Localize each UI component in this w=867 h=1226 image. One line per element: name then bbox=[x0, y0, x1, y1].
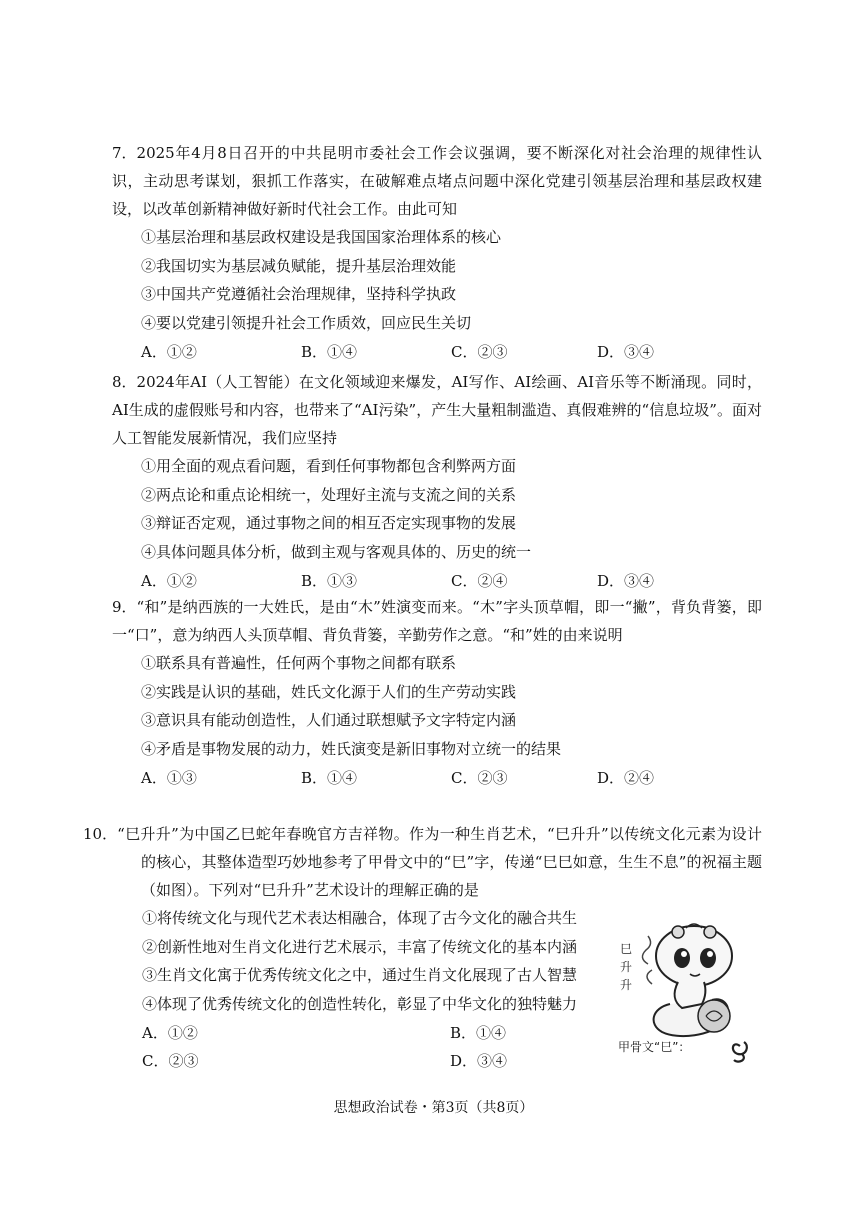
statement-3: ③中国共产党遵循社会治理规律，坚持科学执政 bbox=[141, 285, 457, 303]
question-7 bbox=[112, 139, 762, 365]
question-stem bbox=[112, 593, 762, 649]
statement-1: ①基层治理和基层政权建设是我国国家治理体系的核心 bbox=[141, 228, 502, 246]
question-9 bbox=[112, 593, 762, 791]
option-b[interactable]: B．①④ bbox=[301, 769, 358, 787]
question-text: 2025年4月8日召开的中共昆明市委社会工作会议强调，要不断深化对社会治理的规律性认识，主动思考谋划，狠抓工作落实，在破解难点堵点问题中深化党建引领基层治理和基层政权建设，以改革创新精神做好新时代社会工作。由此可知 bbox=[112, 144, 762, 218]
statement-3: ③生肖文化寓于优秀传统文化之中，通过生肖文化展现了古人智慧 bbox=[142, 966, 578, 984]
question-8 bbox=[112, 368, 762, 594]
answer-options bbox=[141, 337, 762, 365]
question-number: 7． bbox=[112, 144, 137, 162]
option-a[interactable]: A．①② bbox=[142, 1024, 198, 1042]
option-c[interactable]: C．②③ bbox=[451, 769, 508, 787]
option-d[interactable]: D．③④ bbox=[450, 1052, 508, 1070]
statement-3: ③辩证否定观，通过事物之间的相互否定实现事物的发展 bbox=[141, 514, 517, 532]
option-d[interactable]: D．③④ bbox=[597, 572, 655, 590]
statement-3: ③意识具有能动创造性，人们通过联想赋予文字特定内涵 bbox=[141, 711, 517, 729]
option-b[interactable]: B．①④ bbox=[301, 343, 358, 361]
question-text: 2024年AI（人工智能）在文化领域迎来爆发，AI写作、AI绘画、AI音乐等不断涌现。同时，AI生成的虚假账号和内容，也带来了“AI污染”，产生大量粗制滥造、真假难辨的“信息垃圾”。面对人工智能发展新情况，我们应坚持 bbox=[112, 373, 762, 447]
option-c[interactable]: C．②③ bbox=[142, 1052, 199, 1070]
statement-1: ①将传统文化与现代艺术表达相融合，体现了古今文化的融合共生 bbox=[142, 909, 578, 927]
statement-2: ②实践是认识的基础，姓氏文化源于人们的生产劳动实践 bbox=[141, 682, 517, 701]
option-d[interactable]: D．②④ bbox=[597, 769, 655, 787]
mascot-illustration bbox=[612, 904, 762, 1064]
statement-4: ④具体问题具体分析，做到主观与客观具体的、历史的统一 bbox=[141, 542, 532, 561]
statement-1: ①联系具有普遍性，任何两个事物之间都有联系 bbox=[141, 654, 457, 672]
statement-4: ④要以党建引领提升社会工作质效，回应民生关切 bbox=[141, 313, 472, 332]
statement-2: ②两点论和重点论相统一，处理好主流与支流之间的关系 bbox=[141, 485, 517, 504]
page-footer: 思想政治试卷・第3页（共8页） bbox=[333, 1100, 534, 1116]
statement-4: ④矛盾是事物发展的动力，姓氏演变是新旧事物对立统一的结果 bbox=[141, 739, 562, 758]
option-d[interactable]: D．③④ bbox=[597, 343, 655, 361]
mascot-vertical-label-2: 升 bbox=[620, 960, 633, 974]
mascot-caption: 甲骨文“巳”： bbox=[618, 1040, 691, 1054]
question-text: “和”是纳西族的一大姓氏，是由“木”姓演变而来。“木”字头顶草帽，即一“撇”，背负背篓，即一“口”，意为纳西人头顶草帽、背负背篓，辛勤劳作之意。“和”姓的由来说明 bbox=[112, 598, 762, 644]
option-c[interactable]: C．②③ bbox=[451, 343, 508, 361]
question-number: 8． bbox=[112, 373, 137, 391]
mascot-vertical-label-1: 巳 bbox=[620, 942, 633, 956]
statement-2: ②我国切实为基层减负赋能，提升基层治理效能 bbox=[141, 256, 457, 275]
option-c[interactable]: C．②④ bbox=[451, 572, 508, 590]
statement-1: ①用全面的观点看问题，看到任何事物都包含利弊两方面 bbox=[141, 457, 517, 475]
option-a[interactable]: A．①② bbox=[141, 343, 197, 361]
option-a[interactable]: A．①② bbox=[141, 572, 197, 590]
statement-4: ④体现了优秀传统文化的创造性转化，彰显了中华文化的独特魅力 bbox=[142, 994, 578, 1013]
question-number: 9． bbox=[112, 598, 137, 616]
question-stem bbox=[83, 820, 762, 904]
question-number: 10． bbox=[83, 825, 118, 843]
answer-options bbox=[141, 763, 762, 791]
question-text: “巳升升”为中国乙巳蛇年春晚官方吉祥物。作为一种生肖艺术，“巳升升”以传统文化元素为设计的核心，其整体造型巧妙地参考了甲骨文中的“巳”字，传递“巳巳如意，生生不息”的祝福主题（如图）。下列对“巳升升”艺术设计的理解正确的是 bbox=[117, 825, 762, 899]
question-stem bbox=[112, 368, 762, 452]
statement-2: ②创新性地对生肖文化进行艺术展示，丰富了传统文化的基本内涵 bbox=[142, 937, 578, 956]
answer-options bbox=[141, 566, 762, 594]
option-b[interactable]: B．①③ bbox=[301, 572, 358, 590]
mascot-vertical-label-3: 升 bbox=[620, 978, 633, 992]
option-a[interactable]: A．①③ bbox=[141, 769, 197, 787]
option-b[interactable]: B．①④ bbox=[450, 1024, 507, 1042]
question-stem bbox=[112, 139, 762, 223]
